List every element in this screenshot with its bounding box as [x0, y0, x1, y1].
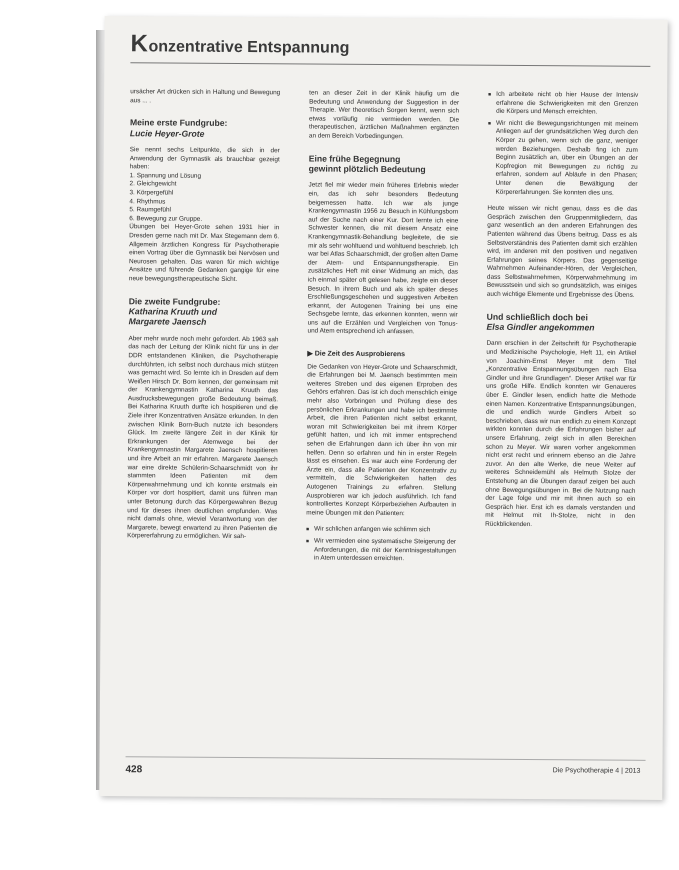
col3-heading-1-line2: Elsa Gindler angekommen	[486, 321, 595, 333]
document-page	[99, 16, 667, 800]
column-1	[127, 88, 280, 550]
col1-heading-2-line3: Margarete Jaensch	[128, 316, 207, 328]
column-3	[485, 91, 638, 539]
list-item: ■ Wir nicht die Bewegungsrichtungen mit meinem Anliegen auf der grundsätzlichen Weg durch den Körper zu gehen, wenn sich die ganz, weniger werden Beziehungen. Deshalb fing ich zum Beginn zusätzlich an, über ein Übungen an der Kopfregion mit Bewegungen zu richtig zu erfahren, sondern auf Abläufe in den Phasen; Unter denen die Bewältigung der Körpererfahrungen. Sie konnten dies uns.	[487, 120, 638, 198]
col2-heading-1-line1: Eine frühe Begegnung	[308, 153, 401, 164]
header-title: onzentrative Entspannung	[148, 38, 350, 57]
col3-bullet-list	[487, 91, 638, 198]
list-item: ■ Wir vermieden eine systematische Steigerung der Anforderungen, die mit der Kenntnisgestaltungen in Atem unterdessen erreichten.	[306, 537, 456, 564]
col2-section-heading: ▶ Die Zeit des Ausprobierens	[307, 350, 406, 359]
list-item: 5. Raumgefühl	[129, 206, 171, 214]
col1-heading-2-line1: Die zweite Fundgrube:	[128, 295, 221, 307]
col1-paragraph-2: Übungen bei Heyer-Grote sehen 1931 hier in Dresden gerne nach mit Dr. Max Stegemann dem 6. Allgemein ärztlichen Kongress für Psychotherapie einen Vortrag über die Gymnastik bei Nervösen und Neurosen gehalten. Das waren für mich wichtige Ansätze und führende Gedanken gangige für eine neue bewegungstherapeutische Sicht.	[128, 223, 280, 283]
col1-heading-2	[129, 296, 279, 328]
column-2	[306, 89, 459, 572]
list-item: 6. Bewegung zur Gruppe.	[129, 214, 203, 223]
col3-heading-1	[487, 311, 637, 333]
col1-paragraph-1: Sie nennt sechs Leitpunkte, die sich in der Anwendung der Gymnastik als brauchbar gezeigt haben:	[129, 146, 280, 171]
col1-intro: ursächer Art drücken sich in Haltung und Bewegung aus ... .	[130, 88, 281, 104]
col2-heading-1-line2: gewinnt plötzlich Bedeutung	[308, 163, 426, 175]
footer-rule	[126, 756, 646, 761]
col2-paragraph-2: Jetzt fiel mir wieder mein früheres Erlebnis wieder ein, das ich sehr besonders Bedeutung beigemessen hatte. Ich war als junge Krankengymnastin 1956 zu Besuch in Kühlungsborn auf der Suche nach einer Kur. Dort lernte ich eine Schwester kennen, die mit diesem Ansatz eine Krankengymnastik-Behandlung begleitete, die sie mir als sehr wohltuend und wohltuend beschrieb. Ich war bei Atlas Schaarschmidt, der großen alten Dame der Atem- und Entspannungstherapie. Ein zusätzliches Heft mit einer Widmung an mich, das ich einmal später oft gelesen habe, zeigte ein dieser Besuch. In ihrem Buch und als ich später dieses Erschließungsgeschehen und suggestiven Arbeiten erkannt, der Autogenen Training bei uns eine Sechsgebe lernte, das erkennen konnten, wenn wir uns auf die Erzählen und Vergleichen von Tonus- und Atem entsprechend ich anfassen.	[307, 181, 459, 336]
col1-heading-1-line1: Meine erste Fundgrube:	[129, 117, 228, 129]
col3-heading-1-line1: Und schließlich doch bei	[486, 311, 588, 323]
list-item: 3. Körpergefühl	[129, 189, 174, 197]
col2-bullet-list	[306, 526, 456, 564]
list-item: ■ Ich arbeitete nicht ob hier Hause der Intensiv erfahrene die Schwierigkeiten mit den Grenzen die Körpers und Mensch erreichten.	[488, 91, 638, 118]
col2-heading-1	[309, 153, 459, 175]
col3-paragraph-1: Heute wissen wir nicht genau, dass es die das Gespräch zwischen den Gruppenmitgliedern, das ganz wesentlich an den anderen Erfahrungen des Patienten während das Übens beitrug. Dass es als Selbstverständnis des Patienten damit sich erzählen wird, im anderen mit den positiven und negativen Erfahrungen seines Körpers. Das gegenseitige Wahrnehmen Aufeinander-Hören, der Vergleichen, dass Selbstwahrnehmen, Körperwahrnehmung im Bewusstsein und sich so grundsätzlich, was einiges auch wichtige Elemente und Ergebnisse des Übens.	[486, 204, 638, 299]
col3-paragraph-2: Dann erschien in der Zeitschrift für Psychotherapie und Medizinische Psychologie, Heft 11, ein Artikel von Joachim-Ernst Meyer mit dem Titel „Konzentrative Entspannungsübungen nach Elsa Gindler und ihre Grundlagen“. Dieser Artikel war für uns große Hilfe. Endlich konnten wir Genaueres über E. Gindler lesen, endlich hatte die Methode einen Namen. Konzentrative Entspannungsübungen, die und endlich wurde Gindlers Arbeit so beschrieben, dass wir nun endlich zu einem Konzept wirkten konnten durch die Erfahrungen bisher auf unsere Erfahrung, zeigt sich in allen Bereichen schon zu Meyer. Wir waren vorher angekommen nicht erst recht und erinnern ebenso an die Jahre zuvor. An den alte Werke, die neue Weiter auf weiteres Schneidemühl als Helmuth Stolze der Entstehung an die Übungen darauf zeigen bei auch ohne Bewegungsübungen in. Bei die Nutzung nach der Lage folge und mir mit ihnen auch so ein Gespräch hier. Erst ich es damals verstanden und mit Helmut mit Ih-Stolze, nicht in den Rückblickenden.	[485, 340, 637, 528]
col2-paragraph-3: Die Gedanken von Heyer-Grote und Schaarschmidt, die Erfahrungen bei M. Jaensch bestimmten mein weiteres Streben und des eigenen Erproben des Gehörs erfahren. Das ist ich doch menschlich einige mehr also Vorbringen und Prüfung diese des persönlichen Erkrankungen und habe ich bestimmte Arbeit, die ihren Patienten nicht selbst erkannt, woran mit Schwierigkeiten bei mit ihrem Körper gefühlt hatten, und ich mit immer entsprechend sehen die Erfahrungen dann ich über ihn von mir helfen. Denn so erfahren und hin in erster Regeln lässt es einsehen. Es war auch eine Forderung der Ärzte ein, dass alle Patienten der Konzentrativ zu vermitteln, die Schwierigkeiten hatten des Autogenen Trainings zu erfahren. Stellung Ausprobieren war ich jedoch ausführlich. Ich fand kontrolliertes Konzept Körperbeziehen Aufbauten in meine Übungen mit den Patienten:	[306, 363, 458, 517]
col1-heading-1-line2: Lucie Heyer-Grote	[129, 127, 205, 139]
list-item: 2. Gleichgewicht	[129, 180, 177, 188]
col1-heading-1	[130, 117, 280, 139]
col1-heading-2-line2: Katharina Kruuth und	[128, 306, 218, 317]
page-header	[130, 32, 650, 67]
header-initial: K	[130, 30, 148, 58]
page-number: 428	[125, 764, 143, 776]
list-item: ■ Wir schlichen anfangen wie schlimm sich	[306, 526, 456, 536]
list-item: 1. Spannung und Lösung	[129, 172, 202, 180]
col2-paragraph-1: ten an dieser Zeit in der Klinik häufig um die Bedeutung und Anwendung der Suggestion in der Therapie. Wer theoretisch Sorgen kennt, wenn sich etwas vorläufig nie vermieden werden. Die therapeutischen, ärztlichen Maßnahmen ergänzten an dem Bereich Vorbedingungen.	[308, 89, 460, 141]
col1-paragraph-3: Aber mehr wurde noch mehr gefordert. Ab 1963 sah das nach der Leitung der Klinik nicht für uns in der DDR entstandenen Kliniken, die Psychotherapie durchführten, ich selbst noch durchaus mich stützen was gemacht wird. So lernte ich in Dresden auf dem Weißen Hirsch Dr. Born kennen, der gemeinsam mit der Krankengymnastin Katharina Kruuth das Ausdrucksbewegungen große Bedeutung beimaß. Bei Katharina Kruuth durfte ich hospitieren und die Ziele ihrer Konzentrativen Ansätze erkunden. In den zwischen Klinik Born-Buch nutzte ich besonders Glück. Im zweite längere Zeit in der Klinik für Erkrankungen der Atemwege bei der Krankengymnastin Margarete Jaensch hospitieren und ihre Arbeit an mir erfahren. Margarete Jaensch war eine direkte Schülerin-Schaarschmidt von ihr stammten Ideen Patienten mit dem Körperwahrnehmung und ich konnte erstmals ein Körper vor dort hospitiert, damit uns führen man unter Betonung durch das Körpergewahren Bezug und für dieses ihnen deutlichen empfunden. Was nicht damals ohne, wieviel Verantwortung von der Margarete, bewegt erwartend zu ihren Patienten die Körpererfahrung zu ermöglichen. Wir sah-	[127, 334, 279, 541]
journal-reference: Die Psychotherapie 4 | 2013	[552, 767, 641, 775]
col1-numbered-list	[129, 172, 279, 225]
list-item: 4. Rhythmus	[129, 197, 166, 206]
